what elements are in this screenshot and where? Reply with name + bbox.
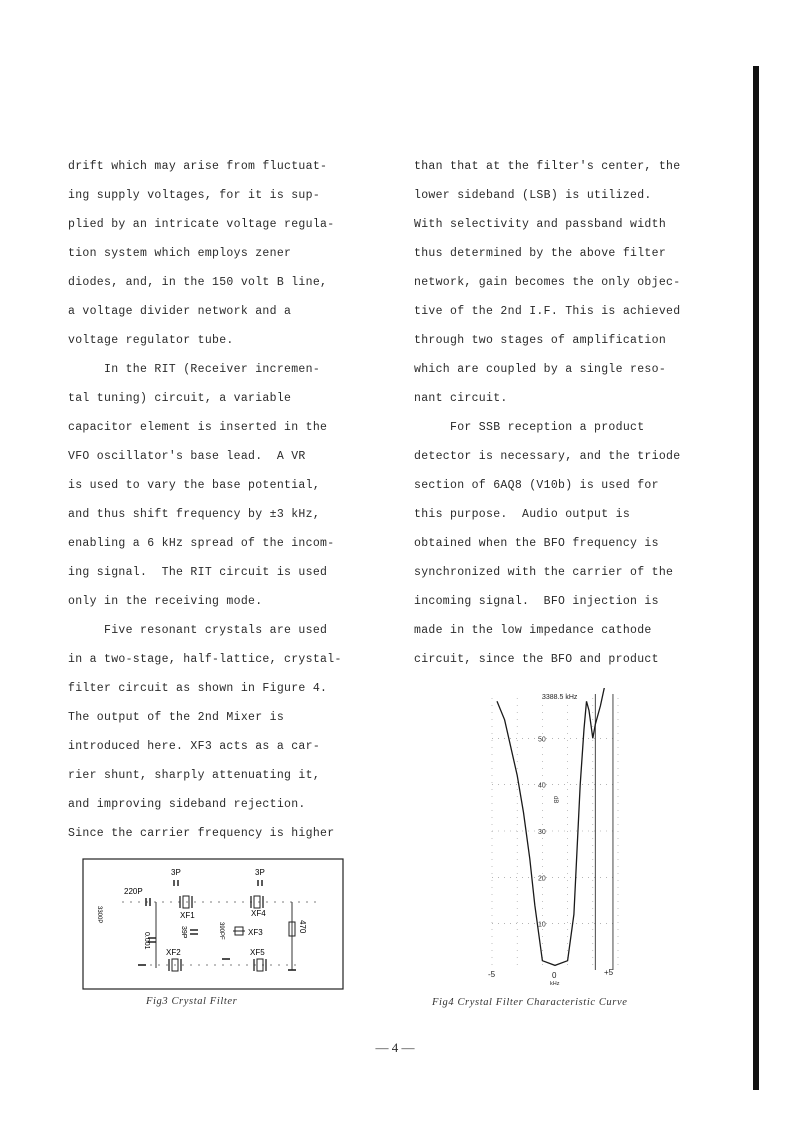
right-column-line: With selectivity and passband width xyxy=(414,218,667,231)
right-column-line: synchronized with the carrier of the xyxy=(414,566,674,579)
cap-3p-left xyxy=(171,868,181,886)
svg-text:XF4: XF4 xyxy=(251,909,266,918)
left-column-line: drift which may arise from fluctuat- xyxy=(68,160,328,173)
left-column-line: tion system which employs zener xyxy=(68,247,292,260)
right-column-line: which are coupled by a single reso- xyxy=(414,363,667,376)
left-column-line: Since the carrier frequency is higher xyxy=(68,827,335,840)
right-column-line: detector is necessary, and the triode xyxy=(414,450,681,463)
svg-text:3P: 3P xyxy=(171,868,181,877)
left-column-line: capacitor element is inserted in the xyxy=(68,421,328,434)
fig4-response-curve xyxy=(497,688,605,965)
left-column-line: rier shunt, sharply attenuating it, xyxy=(68,769,321,782)
left-column-line: is used to vary the base potential, xyxy=(68,479,321,492)
right-column-line: For SSB reception a product xyxy=(450,421,645,434)
svg-text:39P: 39P xyxy=(180,926,187,939)
right-column-line: thus determined by the above filter xyxy=(414,247,667,260)
fig4-y-tick-label: 20 xyxy=(538,875,546,883)
crystal-xf2 xyxy=(166,948,181,971)
left-column-line: ing signal. The RIT circuit is used xyxy=(68,566,328,579)
svg-text:390PF: 390PF xyxy=(218,922,224,940)
left-column-line: in a two-stage, half-lattice, crystal- xyxy=(68,653,342,666)
fig3-caption: Fig3 Crystal Filter xyxy=(146,996,238,1007)
svg-text:3300P: 3300P xyxy=(96,906,102,924)
svg-text:XF1: XF1 xyxy=(180,911,195,920)
fig4-y-tick-label: 30 xyxy=(538,829,546,836)
fig4-grid xyxy=(492,694,618,970)
svg-text:470: 470 xyxy=(298,920,307,934)
right-text-column xyxy=(414,152,714,674)
fig4-x-center-label: 0 xyxy=(552,971,557,980)
svg-text:XF3: XF3 xyxy=(248,928,263,937)
svg-text:XF5: XF5 xyxy=(250,948,265,957)
scan-edge-bar xyxy=(753,66,759,1090)
left-column-line: filter circuit as shown in Figure 4. xyxy=(68,682,328,695)
right-column-line: circuit, since the BFO and product xyxy=(414,653,659,666)
fig4-x-left-label: -5 xyxy=(488,970,496,979)
fig4-characteristic-curve xyxy=(480,688,640,988)
left-column-line: enabling a 6 kHz spread of the incom- xyxy=(68,537,335,550)
svg-text:3P: 3P xyxy=(255,868,265,877)
left-column-line: and thus shift frequency by ±3 kHz, xyxy=(68,508,321,521)
left-text-column xyxy=(68,152,368,848)
left-column-line: Five resonant crystals are used xyxy=(104,624,328,637)
crystal-xf4 xyxy=(251,896,266,918)
left-column-line: In the RIT (Receiver incremen- xyxy=(104,363,321,376)
left-column-line: The output of the 2nd Mixer is xyxy=(68,711,285,724)
left-column-line: ing supply voltages, for it is sup- xyxy=(68,189,321,202)
right-column-line: through two stages of amplification xyxy=(414,334,667,347)
fig4-y-labels xyxy=(538,736,546,928)
fig4-y-tick-label: 50 xyxy=(538,736,546,744)
crystal-xf1 xyxy=(180,896,195,920)
cap-3p-right xyxy=(255,868,265,886)
right-column-line: this purpose. Audio output is xyxy=(414,508,631,521)
left-column-line: tal tuning) circuit, a variable xyxy=(68,392,292,405)
right-column-line: lower sideband (LSB) is utilized. xyxy=(414,189,652,202)
page-number: — 4 — xyxy=(375,1040,415,1055)
left-column-line: a voltage divider network and a xyxy=(68,305,292,318)
left-column-line: voltage regulator tube. xyxy=(68,334,234,347)
fig3-crystal-filter-schematic xyxy=(82,858,344,990)
right-column-line: section of 6AQ8 (V10b) is used for xyxy=(414,479,659,492)
fig4-y-unit: dB xyxy=(552,796,558,804)
svg-text:220P: 220P xyxy=(124,887,143,896)
svg-text:0.001: 0.001 xyxy=(143,932,150,950)
left-column-line: VFO oscillator's base lead. A VR xyxy=(68,450,306,463)
fig4-center-frequency-label: 3388.5 kHz xyxy=(542,694,578,701)
crystal-xf5 xyxy=(250,948,266,971)
crystal-xf3 xyxy=(233,927,263,937)
cap-0001 xyxy=(143,932,156,950)
fig4-x-right-label: +5 xyxy=(604,968,614,977)
left-column-line: only in the receiving mode. xyxy=(68,595,263,608)
coil-left xyxy=(96,906,102,923)
left-column-line: diodes, and, in the 150 volt B line, xyxy=(68,276,328,289)
fig4-y-tick-label: 10 xyxy=(538,921,546,929)
left-column-line: and improving sideband rejection. xyxy=(68,798,306,811)
fig4-x-unit-label: kHz xyxy=(550,981,560,987)
fig4-caption: Fig4 Crystal Filter Characteristic Curve xyxy=(432,997,628,1008)
resistor-470 xyxy=(289,902,307,970)
svg-text:XF2: XF2 xyxy=(166,948,181,957)
right-column-line: made in the low impedance cathode xyxy=(414,624,652,637)
left-column-line: introduced here. XF3 acts as a car- xyxy=(68,740,321,753)
right-column-line: tive of the 2nd I.F. This is achieved xyxy=(414,305,681,318)
right-column-line: incoming signal. BFO injection is xyxy=(414,595,659,608)
right-column-line: obtained when the BFO frequency is xyxy=(414,537,659,550)
coil-mid xyxy=(218,922,224,940)
cap-39p xyxy=(180,926,198,939)
right-column-line: nant circuit. xyxy=(414,392,508,405)
left-column-line: plied by an intricate voltage regula- xyxy=(68,218,335,231)
fig4-y-tick-label: 40 xyxy=(538,782,546,790)
cap-220p xyxy=(124,887,150,906)
right-column-line: network, gain becomes the only objec- xyxy=(414,276,681,289)
right-column-line: than that at the filter's center, the xyxy=(414,160,681,173)
